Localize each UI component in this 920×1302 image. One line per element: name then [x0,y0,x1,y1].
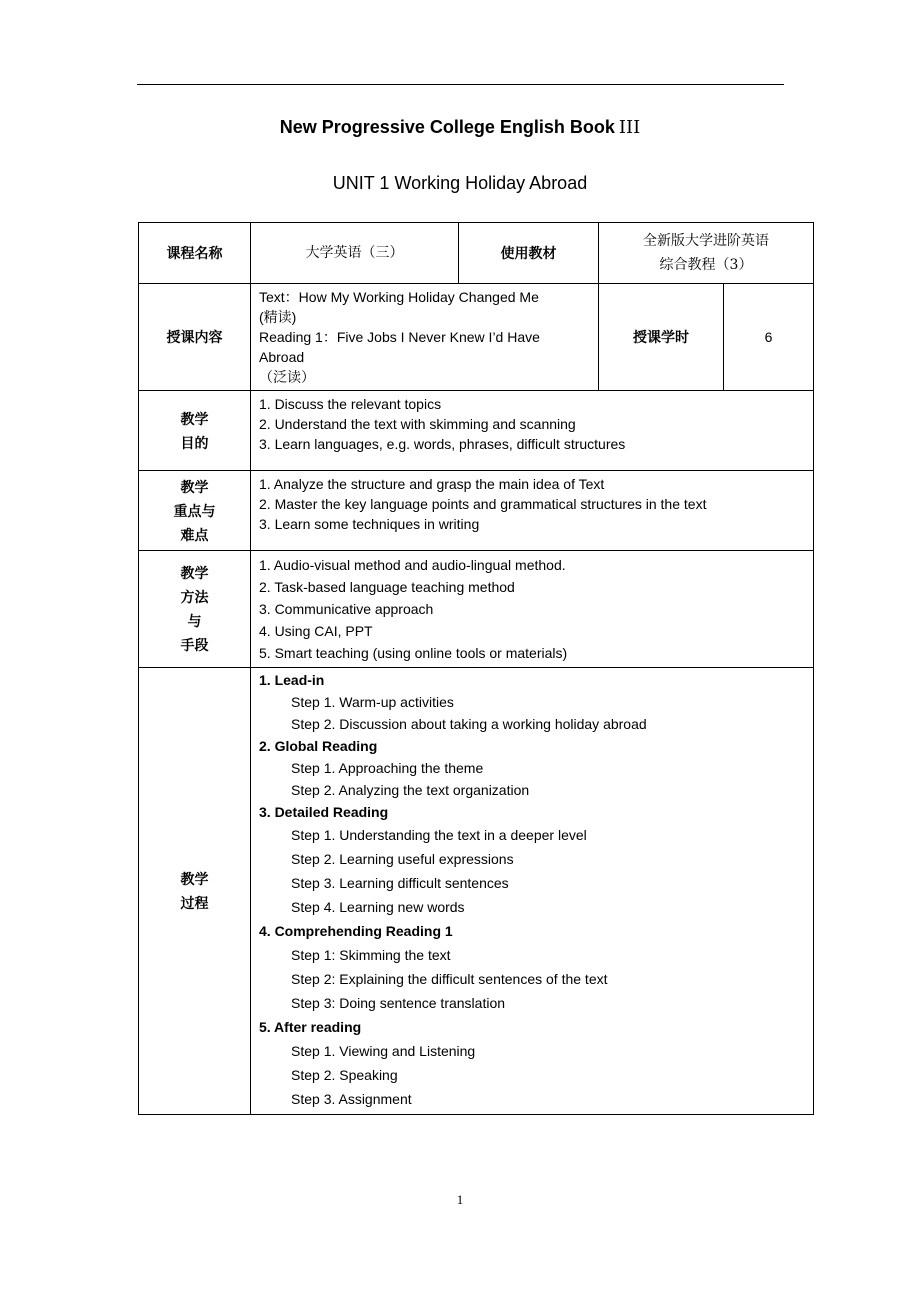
list-item: 2. Task-based language teaching method [259,579,515,595]
title-numeral: III [618,117,641,138]
list-item: 2. Master the key language points and grammatical structures in the text [259,496,707,512]
lesson-plan-table [138,222,814,1115]
label-line: 难点 [180,526,209,543]
list-item: 5. Smart teaching (using online tools or materials) [259,645,568,661]
table-row [139,471,814,551]
process-section-title: 3. Detailed Reading [259,804,389,820]
table-row [139,668,814,1115]
label-line: 过程 [180,895,209,911]
table-row [139,223,814,284]
label-line: 教学 [180,478,209,495]
header-rule [137,84,784,85]
table-row [139,551,814,668]
textbook-label: 使用教材 [459,223,599,284]
course-name-label: 课程名称 [139,223,251,284]
content-label: 授课内容 [139,284,251,391]
process-step: Step 1. Understanding the text in a deeper level [291,827,587,843]
methods-label [139,551,251,668]
keypoints-label [139,471,251,551]
content-line: Text：How My Working Holiday Changed Me [259,289,539,305]
process-step: Step 4. Learning new words [291,899,465,915]
textbook-value-line: 综合教程（3） [659,257,753,273]
content-value [251,284,599,391]
table-row [139,391,814,471]
process-section-title: 4. Comprehending Reading 1 [259,923,453,939]
label-line: 目的 [180,434,209,451]
label-line: 教学 [180,871,209,887]
content-line: （泛读） [259,369,315,385]
list-item: 3. Learn some techniques in writing [259,516,480,532]
document-title [0,117,920,138]
keypoints-list [251,471,814,551]
process-step: Step 1. Approaching the theme [291,760,484,776]
label-line: 教学 [180,410,209,427]
process-step: Step 3: Doing sentence translation [291,995,506,1011]
table-row [139,284,814,391]
methods-list [251,551,814,668]
hours-value: 6 [724,284,814,391]
objectives-label [139,391,251,471]
process-step: Step 2: Explaining the difficult sentences of the text [291,971,608,987]
process-step: Step 3. Assignment [291,1091,412,1107]
process-step: Step 2. Speaking [291,1067,398,1083]
process-step: Step 2. Discussion about taking a working holiday abroad [291,716,647,732]
process-step: Step 3. Learning difficult sentences [291,875,509,891]
process-label [139,668,251,1115]
content-line: (精读) [259,309,297,325]
label-line: 教学 [180,565,209,581]
process-step: Step 2. Learning useful expressions [291,851,514,867]
list-item: 1. Audio-visual method and audio-lingual method. [259,557,566,573]
title-text: New Progressive College English Book [279,117,615,137]
list-item: 1. Discuss the relevant topics [259,396,442,412]
label-line: 重点与 [173,502,216,519]
content-line: Abroad [259,349,305,365]
process-section-title: 5. After reading [259,1019,362,1035]
list-item: 4. Using CAI, PPT [259,623,373,639]
textbook-value-line: 全新版大学进阶英语 [643,233,769,249]
list-item: 2. Understand the text with skimming and scanning [259,416,576,432]
label-line: 与 [187,613,202,629]
process-step: Step 1. Viewing and Listening [291,1043,476,1059]
objectives-list [251,391,814,471]
process-step: Step 2. Analyzing the text organization [291,782,530,798]
process-step: Step 1: Skimming the text [291,947,451,963]
list-item: 3. Learn languages, e.g. words, phrases, difficult structures [259,436,626,452]
textbook-value [599,223,814,284]
content-line: Reading 1：Five Jobs I Never Knew I’d Have [259,329,540,345]
process-list [251,668,814,1115]
process-section-title: 1. Lead-in [259,672,325,688]
course-name-value: 大学英语（三） [251,223,459,284]
label-line: 方法 [180,589,209,605]
page-number: 1 [456,1192,464,1207]
label-line: 手段 [180,637,209,653]
process-step: Step 1. Warm-up activities [291,694,454,710]
list-item: 3. Communicative approach [259,601,434,617]
list-item: 1. Analyze the structure and grasp the main idea of Text [259,476,605,492]
process-section-title: 2. Global Reading [259,738,378,754]
hours-label: 授课学时 [599,284,724,391]
unit-subtitle: UNIT 1 Working Holiday Abroad [332,173,588,193]
